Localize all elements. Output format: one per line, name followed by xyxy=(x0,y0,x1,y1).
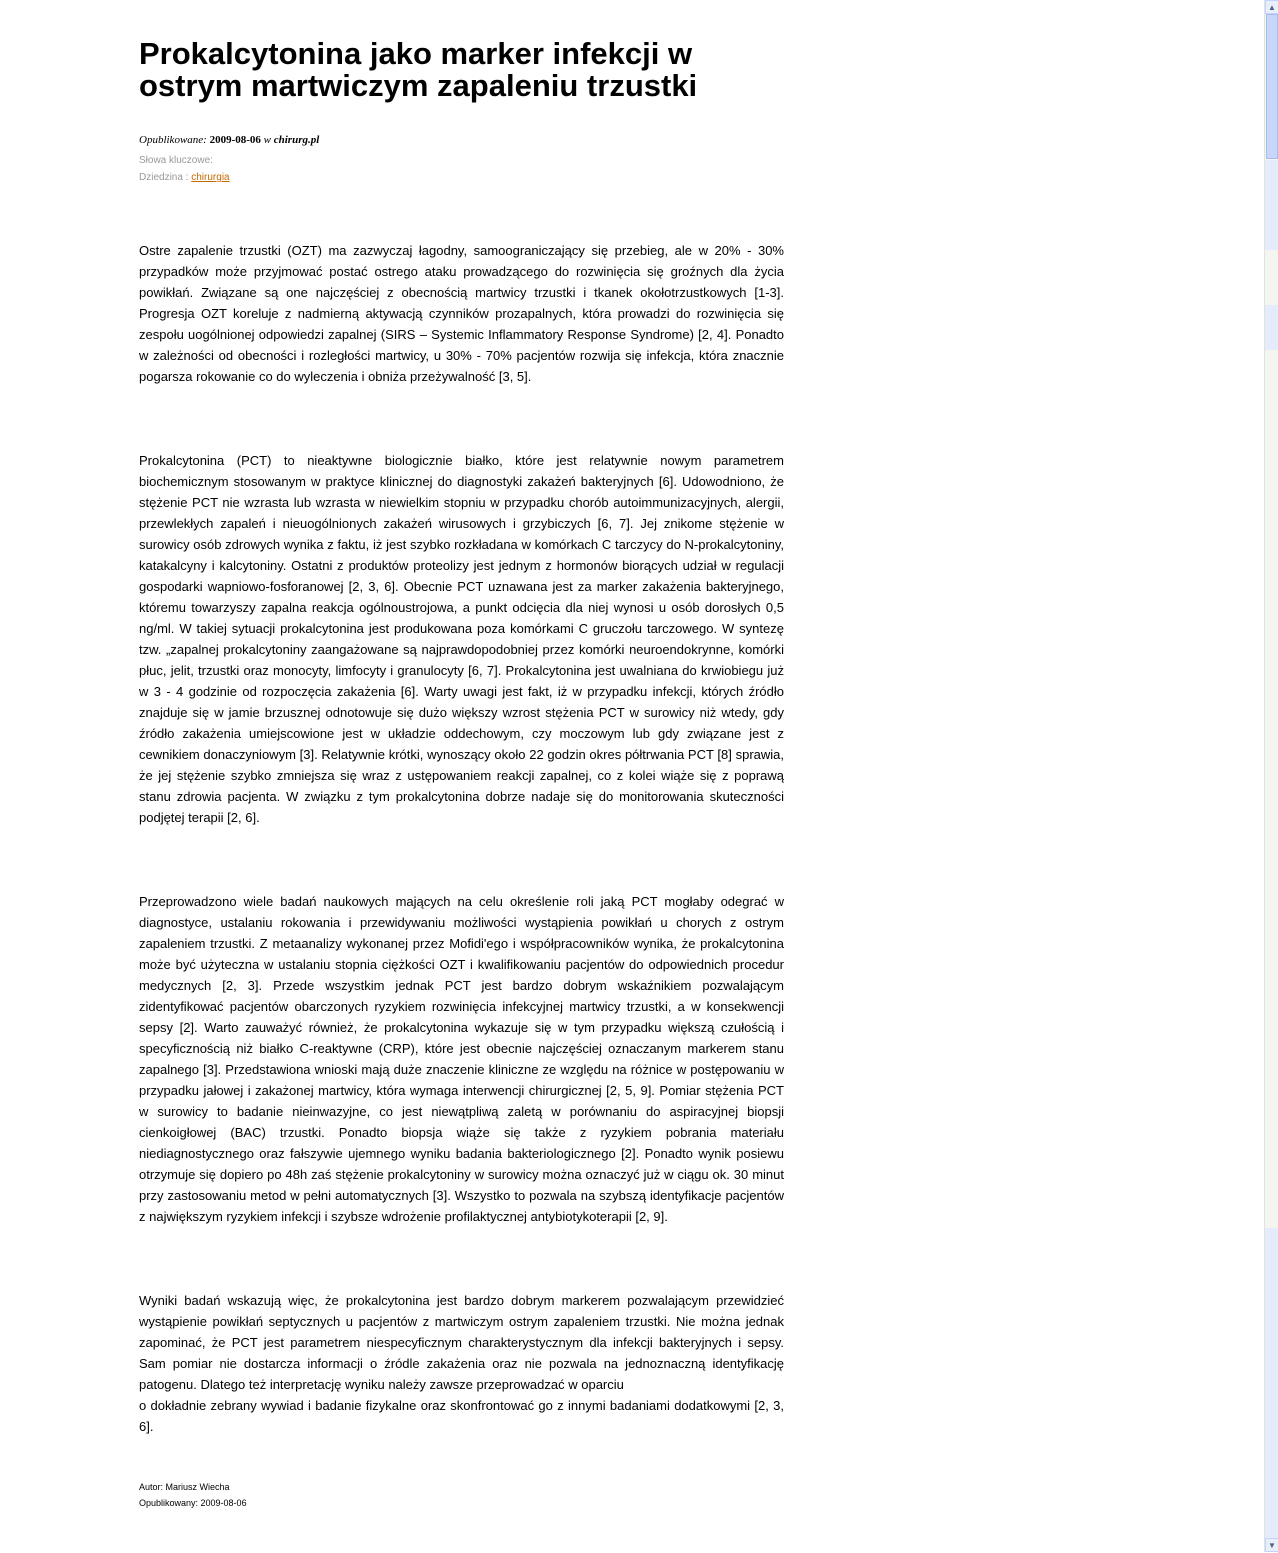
scroll-up-icon[interactable]: ▲ xyxy=(1265,0,1278,14)
published-label: Opublikowane: xyxy=(139,134,207,146)
paragraph: Przeprowadzono wiele badań naukowych mających na celu określenie roli jaką PCT mogłaby odegrać w diagnostyce, ustalaniu rokowania i przewidywaniu możliwości wystąpienia powikłań u chorych z ostrym zapaleniem trzustki. Z metaanalizy wykonanej przez Mofidi'ego i współpracowników wynika, że prokalcytonina może być użyteczna w ustalaniu stopnia ciężkości OZT i kwalifikowaniu pacjentów do odpowiednich procedur medycznych [2, 3]. Przede wszystkim jednak PCT jest bardzo dobrym wskaźnikiem pozwalającym zidentyfikować pacjentów obarczonych ryzykiem rozwinięcia infekcyjnej martwicy trzustki, a w konsekwencji sepsy [2]. Warto zauważyć również, że prokalcytonina wykazuje się w tym przypadku większą czułością i specyficznością niż białko C-reaktywne (CRP), które jest obecnie najczęściej oznaczanym markerem stanu zapalnego [3]. Przedstawiona wnioski mają duże znaczenie kliniczne ze względu na różnice w postępowaniu w przypadku jałowej i zakażonej martwicy, która wymaga interwencji chirurgicznej [2, 5, 9]. Pomiar stężenia PCT w surowicy to badanie nieinwazyjne, co jest niewątpliwą zaletą w porównaniu do aspiracyjnej biopsji cienkoigłowej (BAC) trzustki. Ponadto biopsja wiąże się także z ryzykiem pobrania materiału niediagnostycznego oraz fałszywie ujemnego wyniku badania bakteriologicznego [2]. Ponadto wynik posiewu otrzymuje się dopiero po 48h zaś stężenie prokalcytoniny w surowicy można oznaczyć już w ciągu ok. 30 minut przy zastosowaniu metod w pełni automatycznych [3]. Wszystko to pozwala na szybszą identyfikacje pacjentów z największym ryzykiem infekcji i szybsze wdrożenie profilaktycznej antybiotykoterapii [2, 9]. xyxy=(139,894,784,1224)
published-date: 2009-08-06 xyxy=(209,134,261,146)
keywords-label: Słowa kluczowe: xyxy=(139,155,213,166)
site-name: chirurg.pl xyxy=(273,134,320,146)
scrollbar-track[interactable] xyxy=(1265,305,1278,350)
paragraph: Ostre zapalenie trzustki (OZT) ma zazwyczaj łagodny, samoograniczający się przebieg, ale w 20% - 30% przypadków może przyjmować postać ostrego ataku prowadzącego do rozwinięcia się groźnych dla życia powikłań. Związane są one najczęściej z obecnością martwicy trzustki i tkanek okołotrzustkowych [1-3]. Progresja OZT koreluje z nadmierną aktywacją czynników prozapalnych, która prowadzi do rozwinięcia się zespołu uogólnionej odpowiedzi zapalnej (SIRS – Systemic Inflammatory Response Syndrome) [2, 4]. Ponadto w zależności od obecności i rozległości martwicy, u 30% - 70% pacjentów rozwija się infekcja, która znacznie pogarsza rokowanie co do wyleczenia i obniża przeżywalność [3, 5]. xyxy=(139,243,784,384)
scrollbar-track[interactable] xyxy=(1265,1228,1278,1538)
article-title: Prokalcytonina jako marker infekcji w ostrym martwiczym zapaleniu trzustki xyxy=(139,36,698,103)
paragraph: o dokładnie zebrany wywiad i badanie fizykalne oraz skonfrontować go z innymi badaniami dodatkowymi [2, 3, 6]. xyxy=(139,1398,784,1434)
scrollbar-track[interactable] xyxy=(1265,160,1278,250)
keywords-line xyxy=(139,152,784,169)
paragraph: Wyniki badań wskazują więc, że prokalcytonina jest bardzo dobrym markerem pozwalającym przewidzieć wystąpienie powikłań septycznych u pacjentów z martwiczym ostrym zapaleniem trzustki. Nie można jednak zapominać, że PCT jest parametrem niespecyficznym charakterystycznym dla infekcji bakteryjnych i sepsy. Sam pomiar nie dostarcza informacji o źródle zakażenia oraz nie pozwala na jednoznaczną identyfikację patogenu. Dlatego też interpretację wyniku należy zawsze przeprowadzać w oparciu xyxy=(139,1293,784,1392)
article-footer xyxy=(139,1479,784,1511)
scrollbar-thumb[interactable] xyxy=(1266,14,1278,159)
published-in: w xyxy=(263,134,271,146)
field-label: Dziedzina : xyxy=(139,172,189,183)
published-footer: Opublikowany: 2009-08-06 xyxy=(139,1498,247,1508)
article xyxy=(139,38,784,1511)
field-line xyxy=(139,169,784,186)
author-line: Autor: Mariusz Wiecha xyxy=(139,1482,230,1492)
vertical-scrollbar[interactable] xyxy=(1264,0,1278,1552)
paragraph: Prokalcytonina (PCT) to nieaktywne biologicznie białko, które jest relatywnie nowym parametrem biochemicznym stosowanym w praktyce klinicznej do diagnostyki zakażeń bakteryjnych [6]. Udowodniono, że stężenie PCT nie wzrasta lub wzrasta w niewielkim stopniu w przypadku chorób autoimmunizacyjnych, alergii, przewlekłych zapaleń i nieuogólnionych zakażeń wirusowych i grzybiczych [6, 7]. Jej znikome stężenie w surowicy osób zdrowych wynika z faktu, iż jest szybko rozkładana w komórkach C tarczycy do N-prokalcytoniny, katakalcyny i kalcytoniny. Ostatni z produktów proteolizy jest jednym z hormonów biorących udział w regulacji gospodarki wapniowo-fosforanowej [2, 3, 6]. Obecnie PCT uznawana jest za marker zakażenia bakteryjnego, któremu towarzyszy zapalna reakcja ogólnoustrojowa, a punkt odcięcia dla niej wynosi u osób dorosłych 0,5 ng/ml. W takiej sytuacji prokalcytonina jest produkowana poza komórkami C gruczołu tarczowego. W syntezę tzw. „zapalnej prokalcytoniny zaangażowane są najprawdopodobniej przez komórki neuroendokrynne, komórki płuc, jelit, trzustki oraz monocyty, limfocyty i granulocyty [6, 7]. Prokalcytonina jest uwalniana do krwiobiegu już w 3 - 4 godzinie od rozpoczęcia zakażenia [6]. Warty uwagi jest fakt, iż w przypadku infekcji, których źródło znajduje się w jamie brzusznej odnotowuje się dużo większy wzrost stężenia PCT w surowicy niż wtedy, gdy źródło zakażenia umiejscowione jest w układzie oddechowym, czy moczowym lub gdy związane jest z cewnikiem donaczyniowym [3]. Relatywnie krótki, wynoszący około 22 godzin okres półtrwania PCT [8] sprawia, że jej stężenie szybko zmniejsza się wraz z ustępowaniem reakcji zapalnej, co z kolei wiąże się z poprawą stanu zdrowia pacjenta. W związku z tym prokalcytonina dobrze nadaje się do monitorowania skuteczności podjętej terapii [2, 6]. xyxy=(139,453,784,825)
published-line xyxy=(139,134,784,146)
scroll-down-icon[interactable]: ▼ xyxy=(1265,1538,1278,1552)
field-link[interactable]: chirurgia xyxy=(191,172,230,183)
